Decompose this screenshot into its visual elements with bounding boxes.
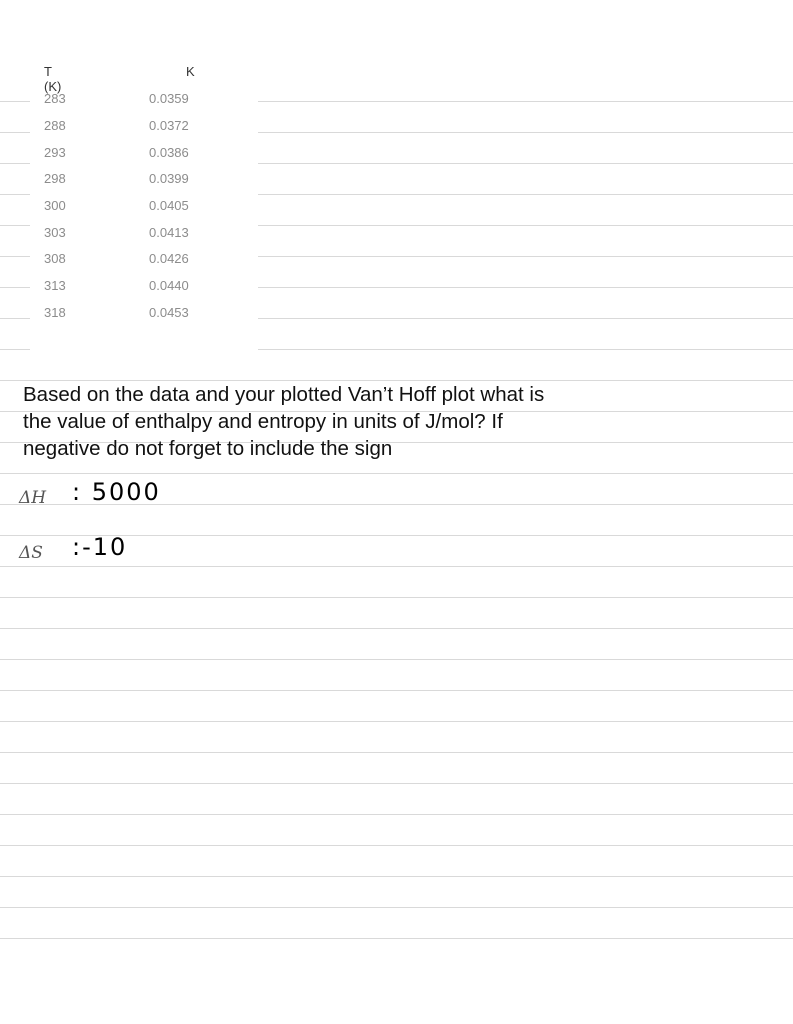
rule-line: [0, 690, 793, 691]
question-line: Based on the data and your plotted Van’t Hoff plot what is: [23, 383, 545, 406]
rule-line: [0, 845, 793, 846]
rule-line: [0, 907, 793, 908]
entropy-label: ΔS: [19, 543, 43, 563]
table-cell-temperature: 288: [44, 118, 66, 133]
column-header-temperature: T (K): [44, 64, 62, 94]
rule-line: [0, 938, 793, 939]
rule-line: [258, 225, 793, 226]
table-cell-temperature: 308: [44, 251, 66, 266]
rule-line: [0, 721, 793, 722]
rule-line: [0, 814, 793, 815]
table-cell-k: 0.0405: [149, 198, 189, 213]
rule-line: [0, 101, 30, 102]
rule-line: [0, 194, 30, 195]
rule-line: [0, 597, 793, 598]
table-cell-k: 0.0453: [149, 305, 189, 320]
rule-line: [0, 132, 30, 133]
table-cell-temperature: 313: [44, 278, 66, 293]
rule-line: [258, 287, 793, 288]
question-text: [23, 381, 663, 462]
rule-line: [0, 473, 793, 474]
rule-line: [0, 163, 30, 164]
table-cell-k: 0.0440: [149, 278, 189, 293]
column-header-k: K: [186, 64, 195, 79]
table-cell-k: 0.0399: [149, 171, 189, 186]
table-cell-temperature: 300: [44, 198, 66, 213]
question-line: the value of enthalpy and entropy in units of J/mol? If: [23, 410, 503, 433]
rule-line: [258, 132, 793, 133]
rule-line: [258, 349, 793, 350]
table-cell-k: 0.0413: [149, 225, 189, 240]
rule-line: [0, 287, 30, 288]
enthalpy-label: ΔH: [19, 488, 47, 508]
table-cell-k: 0.0386: [149, 145, 189, 160]
table-cell-temperature: 318: [44, 305, 66, 320]
rule-line: [258, 101, 793, 102]
rule-line: [0, 566, 793, 567]
entropy-value: :-10: [72, 533, 128, 561]
rule-line: [258, 318, 793, 319]
rule-line: [258, 256, 793, 257]
rule-line: [0, 783, 793, 784]
rule-line: [0, 752, 793, 753]
rule-line: [0, 628, 793, 629]
rule-line: [0, 225, 30, 226]
rule-line: [258, 163, 793, 164]
table-cell-k: 0.0372: [149, 118, 189, 133]
table-cell-temperature: 283: [44, 91, 66, 106]
rule-line: [0, 318, 30, 319]
enthalpy-value: : 5000: [72, 478, 161, 506]
rule-line: [0, 256, 30, 257]
table-cell-k: 0.0359: [149, 91, 189, 106]
rule-line: [0, 349, 30, 350]
table-cell-k: 0.0426: [149, 251, 189, 266]
table-cell-temperature: 303: [44, 225, 66, 240]
table-cell-temperature: 293: [44, 145, 66, 160]
rule-line: [0, 876, 793, 877]
rule-line: [0, 659, 793, 660]
rule-line: [258, 194, 793, 195]
question-line: negative do not forget to include the sign: [23, 437, 393, 460]
table-cell-temperature: 298: [44, 171, 66, 186]
